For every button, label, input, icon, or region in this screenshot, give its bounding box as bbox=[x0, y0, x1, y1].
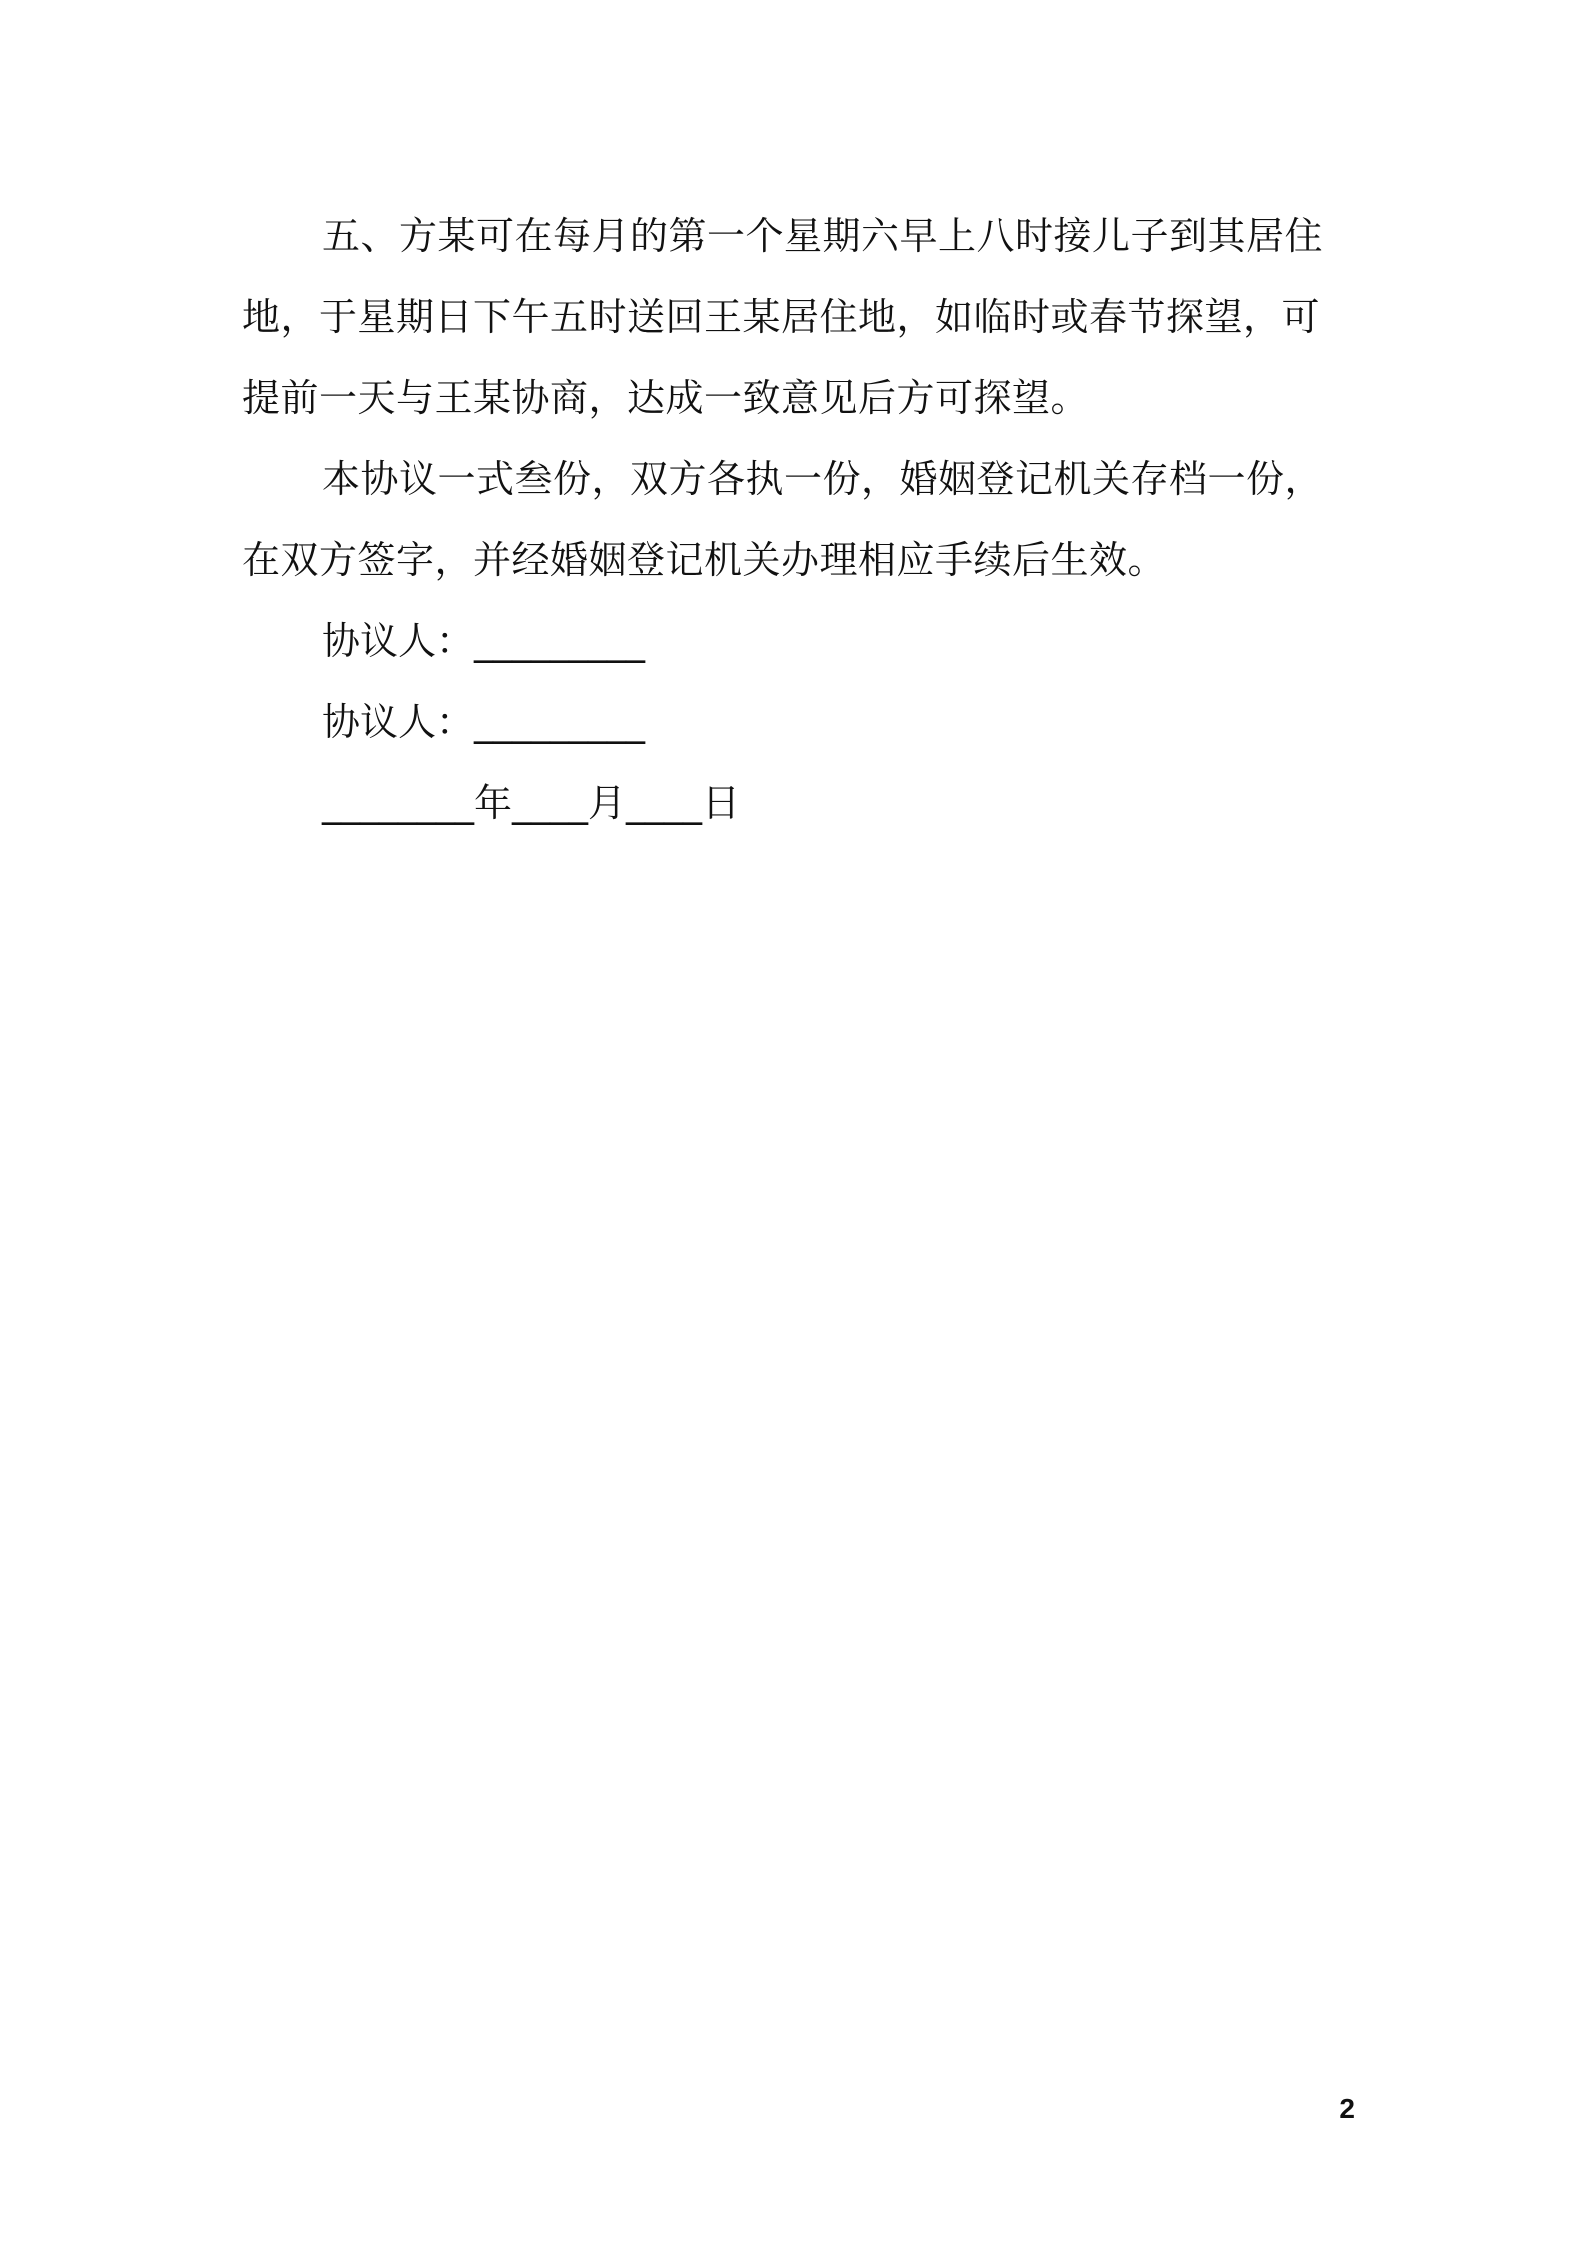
paragraph-copies: 本协议一式叁份，双方各执一份，婚姻登记机关存档一份，在双方签字，并经婚姻登记机关办理相应手续后生效。 bbox=[242, 457, 1324, 582]
signature-line-1: 协议人：_________ bbox=[322, 619, 646, 663]
page-number: 2 bbox=[1339, 2093, 1355, 2124]
signature-line-2: 协议人：_________ bbox=[322, 700, 646, 744]
paragraph-visitation: 五、方某可在每月的第一个星期六早上八时接儿子到其居住地，于星期日下午五时送回王某居住地，如临时或春节探望，可提前一天与王某协商，达成一致意见后方可探望。 bbox=[242, 214, 1324, 420]
date-line: ________年____月____日 bbox=[322, 781, 741, 825]
document-body bbox=[242, 196, 1354, 844]
